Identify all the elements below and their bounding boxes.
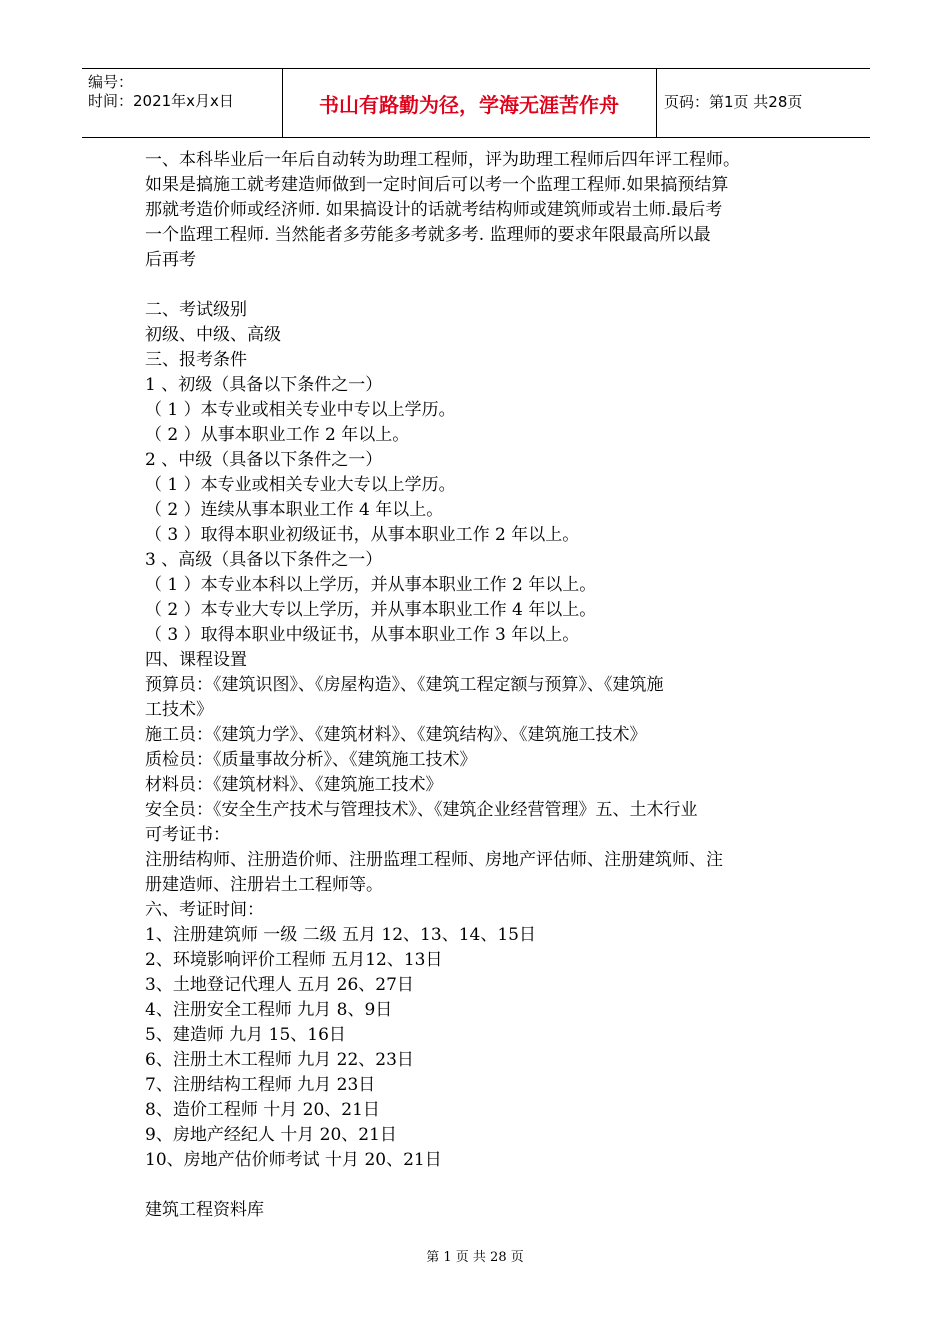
number-label: 编号：	[88, 73, 134, 91]
body-line: 注册结构师、注册造价师、注册监理工程师、房地产评估师、注册建筑师、注	[145, 850, 723, 870]
body-line: 二、考试级别	[145, 300, 247, 320]
body-line: 8、造价工程师 十月 20、21日	[145, 1100, 380, 1120]
body-line: （ 3 ）取得本职业中级证书，从事本职业工作 3 年以上。	[145, 625, 580, 645]
page-footer: 第 1 页 共 28 页	[426, 1250, 524, 1265]
body-line: 1 、初级（具备以下条件之一）	[145, 375, 383, 395]
body-line: 后再考	[145, 250, 196, 270]
body-line: 2、环境影响评价工程师 五月12、13日	[145, 950, 443, 970]
body-line: （ 1 ）本专业或相关专业中专以上学历。	[145, 400, 456, 420]
body-line: 9、房地产经纪人 十月 20、21日	[145, 1125, 397, 1145]
body-line: 预算员：《建筑识图》、《房屋构造》、《建筑工程定额与预算》、《建筑施	[145, 675, 664, 695]
body-line: （ 2 ）连续从事本职业工作 4 年以上。	[145, 500, 444, 520]
body-line: 安全员：《安全生产技术与管理技术》、《建筑企业经营管理》五、土木行业	[145, 800, 698, 820]
body-line: 那就考造价师或经济师. 如果搞设计的话就考结构师或建筑师或岩土师.最后考	[145, 200, 723, 220]
body-line: 1、注册建筑师 一级 二级 五月 12、13、14、15日	[145, 925, 536, 945]
body-line: 建筑工程资料库	[145, 1200, 264, 1220]
body-line: 2 、中级（具备以下条件之一）	[145, 450, 383, 470]
body-line: 3、土地登记代理人 五月 26、27日	[145, 975, 414, 995]
body-line: 材料员：《建筑材料》、《建筑施工技术》	[145, 775, 443, 795]
body-line: 工技术》	[145, 700, 213, 720]
body-line: 10、房地产估价师考试 十月 20、21日	[145, 1150, 442, 1170]
body-line: 一个监理工程师. 当然能者多劳能多考就多考. 监理师的要求年限最高所以最	[145, 225, 711, 245]
body-line: 可考证书：	[145, 825, 230, 845]
body-line: 三、报考条件	[145, 350, 247, 370]
body-line: 3 、高级（具备以下条件之一）	[145, 550, 383, 570]
body-line: 初级、中级、高级	[145, 325, 281, 345]
body-line: （ 1 ）本专业本科以上学历，并从事本职业工作 2 年以上。	[145, 575, 597, 595]
blank-line	[145, 273, 805, 298]
body-line: 四、课程设置	[145, 650, 247, 670]
header-meta	[82, 69, 283, 137]
body-line: （ 1 ）本专业或相关专业大专以上学历。	[145, 475, 456, 495]
body-line: 7、注册结构工程师 九月 23日	[145, 1075, 376, 1095]
body-line: 册建造师、注册岩土工程师等。	[145, 875, 383, 895]
document-body	[145, 148, 805, 1223]
body-line: 施工员：《建筑力学》、《建筑材料》、《建筑结构》、《建筑施工技术》	[145, 725, 647, 745]
body-line: 6、注册土木工程师 九月 22、23日	[145, 1050, 414, 1070]
header-page-info: 页码：第1页 共28页	[664, 93, 803, 111]
body-line: 如果是搞施工就考建造师做到一定时间后可以考一个监理工程师.如果搞预结算	[145, 175, 729, 195]
header-motto: 书山有路勤为径，学海无涯苦作舟	[282, 69, 657, 137]
body-line: （ 3 ）取得本职业初级证书，从事本职业工作 2 年以上。	[145, 525, 580, 545]
blank-line	[145, 1173, 805, 1198]
body-line: 一、本科毕业后一年后自动转为助理工程师，评为助理工程师后四年评工程师。	[145, 150, 740, 170]
time-label: 时间：2021年x月x日	[88, 92, 234, 110]
page-header	[82, 68, 870, 138]
body-line: （ 2 ）本专业大专以上学历，并从事本职业工作 4 年以上。	[145, 600, 597, 620]
body-line: 质检员：《质量事故分析》、《建筑施工技术》	[145, 750, 477, 770]
body-line: 5、建造师 九月 15、16日	[145, 1025, 346, 1045]
body-line: 4、注册安全工程师 九月 8、9日	[145, 1000, 393, 1020]
body-line: 六、考证时间：	[145, 900, 264, 920]
body-line: （ 2 ）从事本职业工作 2 年以上。	[145, 425, 410, 445]
